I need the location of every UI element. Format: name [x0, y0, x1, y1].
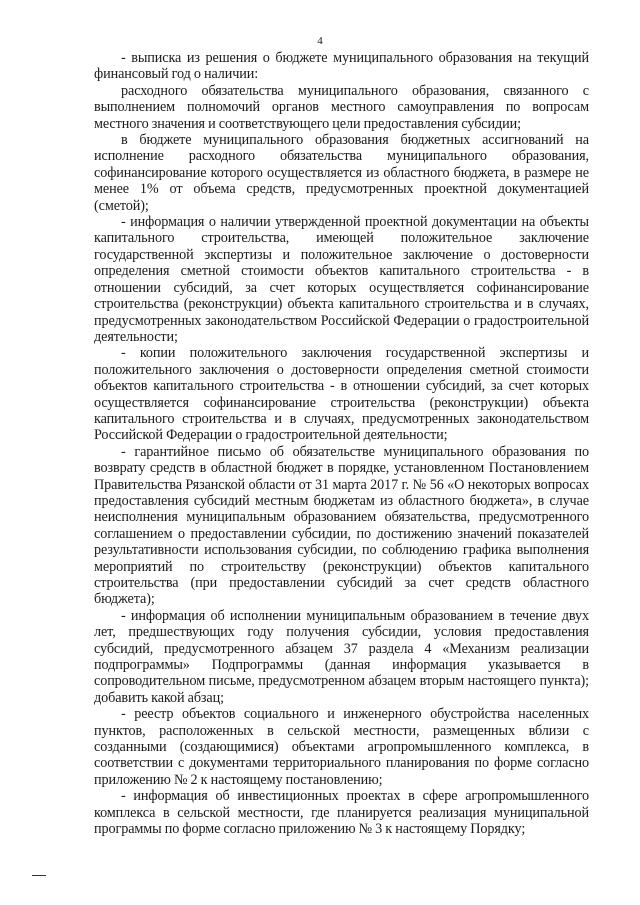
- paragraph: - информация об исполнении муниципальным образованием в течение двух лет, предшествующих году получения субсидии, условия предоставления субсидий, предусмотренного абзацем 37 раздела 4 «Механизм реализации подпрограммы» Подпрограммы (данная информация указывается в сопроводительном письме, предусмотренном абзацем вторым настоящего пункта); добавить какой абзац;: [94, 607, 589, 706]
- paragraph: - информация об инвестиционных проектах в сфере агропромышленного комплекса в сельской местности, где планируется реализация муниципальной программы по форме согласно приложению № 3 к настоящему Порядку;: [94, 788, 589, 838]
- paragraph: - гарантийное письмо об обязательстве муниципального образования по возврату средств в областной бюджет в порядке, установленном Постановлением Правительства Рязанской области от 31 марта 2017 г. № 56 «О некоторых вопросах предоставления субсидий местным бюджетам из областного бюджета», в случае неисполнения муниципальным образованием обязательства, предусмотренного соглашением о предоставлении субсидии, по достижению значений показателей результативности использования субсидии, по соблюдению графика выполнения мероприятий по строительству (реконструкции) объектов капитального строительства (при предоставлении субсидий за счет средств областного бюджета);: [94, 443, 589, 608]
- paragraph: в бюджете муниципального образования бюджетных ассигнований на исполнение расходного обязательства муниципального образования, софинансирование которого осуществляется из областного бюджета, в размере не менее 1% от объема средств, предусмотренных проектной документацией (сметой);: [94, 132, 589, 214]
- paragraph: расходного обязательства муниципального образования, связанного с выполнением полномочий органов местного самоуправления по вопросам местного значения и соответствующего цели предоставления субсидии;: [94, 82, 589, 132]
- paragraph: - реестр объектов социального и инженерного обустройства населенных пунктов, расположенных в сельской местности, размещенных вблизи с созданными (создающимися) объектами агропромышленного комплекса, в соответствии с документами территориального планирования по форме согласно приложению № 2 к настоящему постановлению;: [94, 706, 589, 788]
- margin-mark: [32, 875, 46, 876]
- document-body: [94, 50, 589, 838]
- paragraph: - копии положительного заключения государственной экспертизы и положительного заключения о достоверности определения сметной стоимости объектов капитального строительства - в отношении субсидий, за счет которых осуществляется софинансирование строительства (реконструкции) объекта капитального строительства и в случаях, предусмотренных законодательством Российской Федерации о градостроительной деятельности;: [94, 345, 589, 444]
- paragraph: - информация о наличии утвержденной проектной документации на объекты капитального строительства, имеющей положительное заключение государственной экспертизы и положительное заключение о достоверности определения сметной стоимости объектов капитального строительства - в отношении субсидий, за счет которых осуществляется софинансирование строительства (реконструкции) объекта капитального строительства и в случаях, предусмотренных законодательством Российской Федерации о градостроительной деятельности;: [94, 214, 589, 345]
- page-number: 4: [317, 35, 323, 47]
- paragraph: - выписка из решения о бюджете муниципального образования на текущий финансовый год о наличии:: [94, 50, 589, 83]
